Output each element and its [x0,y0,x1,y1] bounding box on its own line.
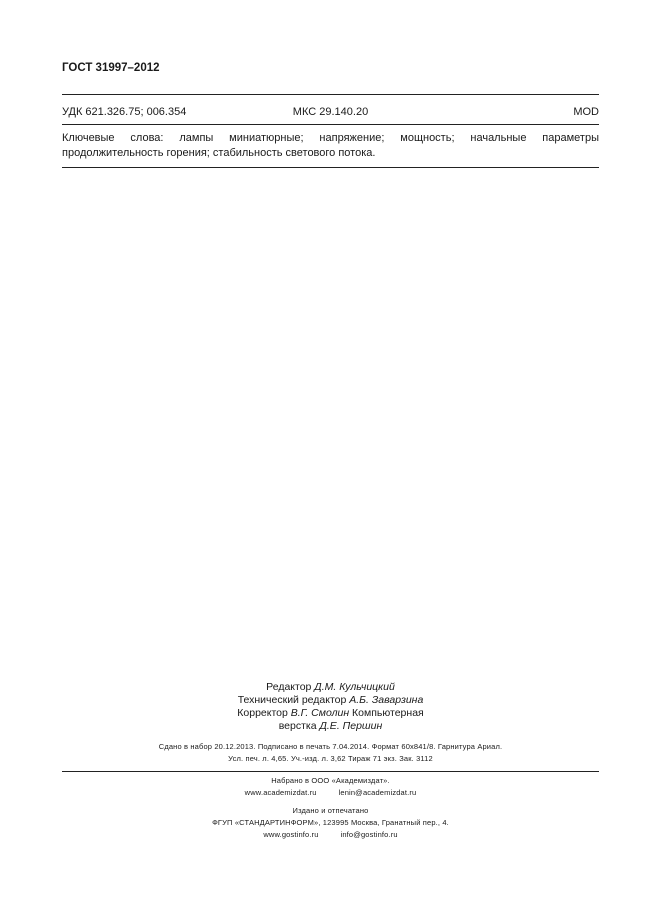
classification-divider [62,124,599,125]
editor-line [62,681,599,694]
corrector-line [62,707,599,720]
layout-role-part2: верстка [278,720,317,732]
print-info [62,741,599,765]
keywords: Ключевые слова: лампы миниатюрные; напряжение; мощность; начальные параметры продолжительность горения; стабильность светового потока. [62,132,599,159]
publisher-website: www.gostinfo.ru [263,830,319,839]
mod-label: MOD [573,106,599,118]
editor-role: Редактор [266,681,312,693]
layout-name: Д.Е. Першин [319,720,383,732]
typeset-website: www.academizdat.ru [244,788,317,797]
typeset-info [62,775,599,799]
tech-editor-role: Технический редактор [237,694,347,706]
publisher-info [62,805,599,841]
imprint-divider [62,771,599,772]
print-info-line2: Усл. печ. л. 4,65. Уч.-изд. л. 3,62 Тираж 71 экз. Зак. 3112 [228,754,433,763]
tech-editor-name: А.Б. Заварзина [349,694,424,706]
publisher-line1: Издано и отпечатано [292,806,369,815]
editor-name: Д.М. Кульчицкий [314,681,395,693]
keywords-divider [62,167,599,168]
editorial-credits [62,681,599,733]
corrector-name: В.Г. Смолин [290,707,350,719]
publisher-contacts [62,829,599,841]
publisher-line2: ФГУП «СТАНДАРТИНФОРМ», 123995 Москва, Гранатный пер., 4. [212,818,449,827]
tech-editor-line [62,694,599,707]
print-info-line1: Сдано в набор 20.12.2013. Подписано в печать 7.04.2014. Формат 60x841/8. Гарнитура Ариал. [158,742,503,751]
typeset-line: Набрано в ООО «Академиздат». [271,776,390,785]
typeset-email: lenin@academizdat.ru [338,788,417,797]
document-code: ГОСТ 31997–2012 [62,62,160,74]
top-divider [62,94,599,95]
mks-code: МКС 29.140.20 [292,106,369,118]
corrector-role: Корректор [237,707,288,719]
udk-code: УДК 621.326.75; 006.354 [62,106,187,118]
layout-line [62,720,599,733]
typeset-contacts [62,787,599,799]
layout-role-part1: Компьютерная [352,707,424,719]
publisher-email: info@gostinfo.ru [340,830,398,839]
